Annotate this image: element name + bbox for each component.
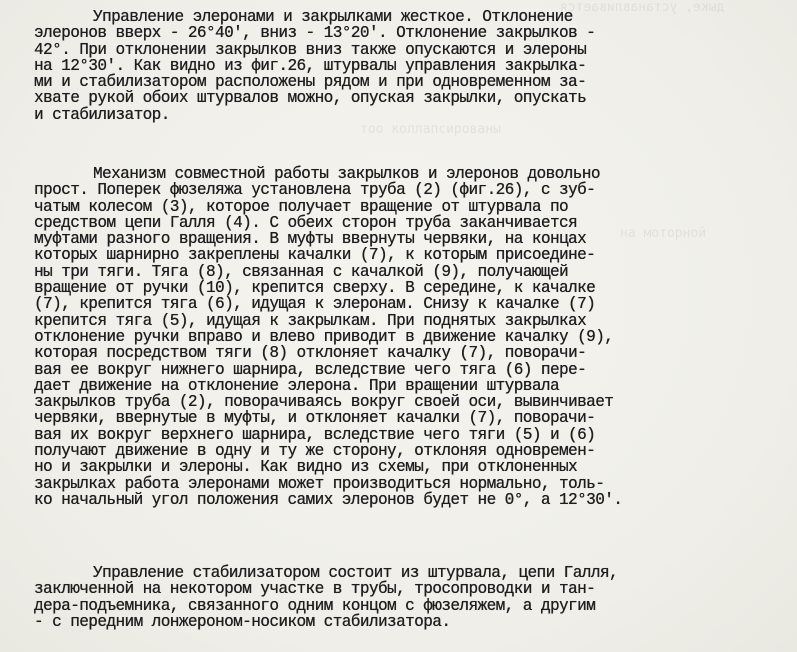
text-line: закрылков труба (2), поворачиваясь вокруг своей оси, вывинчивает — [34, 392, 614, 412]
text-line: закрылках работа элеронами может производиться нормально, толь- — [34, 474, 605, 494]
show-through-texture: дыке, устанавливается — [560, 0, 725, 15]
text-line: муфтами разного вращения. В муфты ввернуты червяки, на концах — [34, 229, 587, 249]
text-line: дает движение на отклонение элерона. При вращении штурвала — [34, 376, 559, 396]
text-line: дера-подъемника, связанного одним концом с фюзеляжем, а другим — [34, 596, 596, 616]
text-line: вая ее вокруг нижнего шарнира, вследствие чего тяга (6) пере- — [34, 360, 587, 380]
text-line: Управление стабилизатором состоит из штурвала, цепи Галля, — [93, 563, 618, 583]
text-line: заключенной на некотором участке в трубы, тросопроводки и тан- — [34, 579, 596, 599]
text-line: - с передним лонжероном-носиком стабилизатора. — [34, 612, 451, 632]
text-line: вращение от ручки (10), крепится сверху. В середине, к качалке — [34, 278, 596, 298]
text-line: хвате рукой обоих штурвалов можно, опуская закрылки, опускать — [34, 88, 587, 109]
text-line: которая посредством тяги (8) отклоняет качалку (7), поворачи- — [34, 343, 587, 363]
paragraph-stabilizer-control — [0, 565, 797, 630]
text-line: ны три тяги. Тяга (8), связанная с качалкой (9), получающей — [34, 262, 569, 282]
text-line: средством цепи Галля (4). С обеих сторон труба заканчивается — [34, 213, 578, 233]
text-line: (7), крепится тяга (6), идущая к элеронам. Снизу к качалке (7) — [34, 294, 596, 314]
show-through-texture: на моторной — [620, 226, 707, 241]
text-line: и стабилизатор. — [34, 105, 170, 125]
text-line: элеронов вверх - 26°40', вниз - 13°20'. Отклонение закрылков - — [34, 23, 596, 43]
text-line: 42°. При отклонении закрылков вниз также опускаются и элероны — [34, 40, 587, 60]
text-line: прост. Поперек фюзеляжа установлена труба (2) (фиг.26), с зуб- — [34, 180, 596, 200]
text-line: крепится тяга (5), идущая к закрылкам. При поднятых закрылках — [34, 311, 587, 331]
text-line: отклонение ручки вправо и влево приводит в движение качалку (9), — [34, 327, 614, 347]
paragraph-flap-aileron-mechanism — [0, 166, 797, 508]
text-line: Механизм совместной работы закрылков и элеронов довольно — [93, 164, 600, 184]
text-line: на 12°30'. Как видно из фиг.26, штурвалы управления закрылка- — [34, 56, 587, 76]
text-line: червяки, ввернутые в муфты, и отклоняет качалки (7), поворачи- — [34, 408, 596, 428]
paragraph-aileron-flap-control — [0, 9, 797, 123]
text-line: ми и стабилизатором расположены рядом и при одновременном за- — [34, 72, 587, 92]
text-line: получают движение в одну и ту же сторону, отклоняя одновремен- — [34, 441, 596, 461]
text-line: Управление элеронами и закрылками жесткое. Отклонение — [93, 7, 573, 27]
text-line: вая их вокруг верхнего шарнира, вследствие чего тяги (5) и (6) — [34, 425, 596, 445]
text-line: которых шарнирно закреплены качалки (7), к которым присоедине- — [34, 245, 596, 266]
text-line: но и закрылки и элероны. Как видно из схемы, при отклоненных — [34, 457, 578, 477]
show-through-texture: тоо коллапсированы — [360, 122, 501, 137]
text-line: ко начальный угол положения самих элеронов будет не 0°, а 12°30'. — [34, 490, 623, 510]
text-line: чатым колесом (3), которое получает вращение от штурвала по — [34, 197, 569, 217]
